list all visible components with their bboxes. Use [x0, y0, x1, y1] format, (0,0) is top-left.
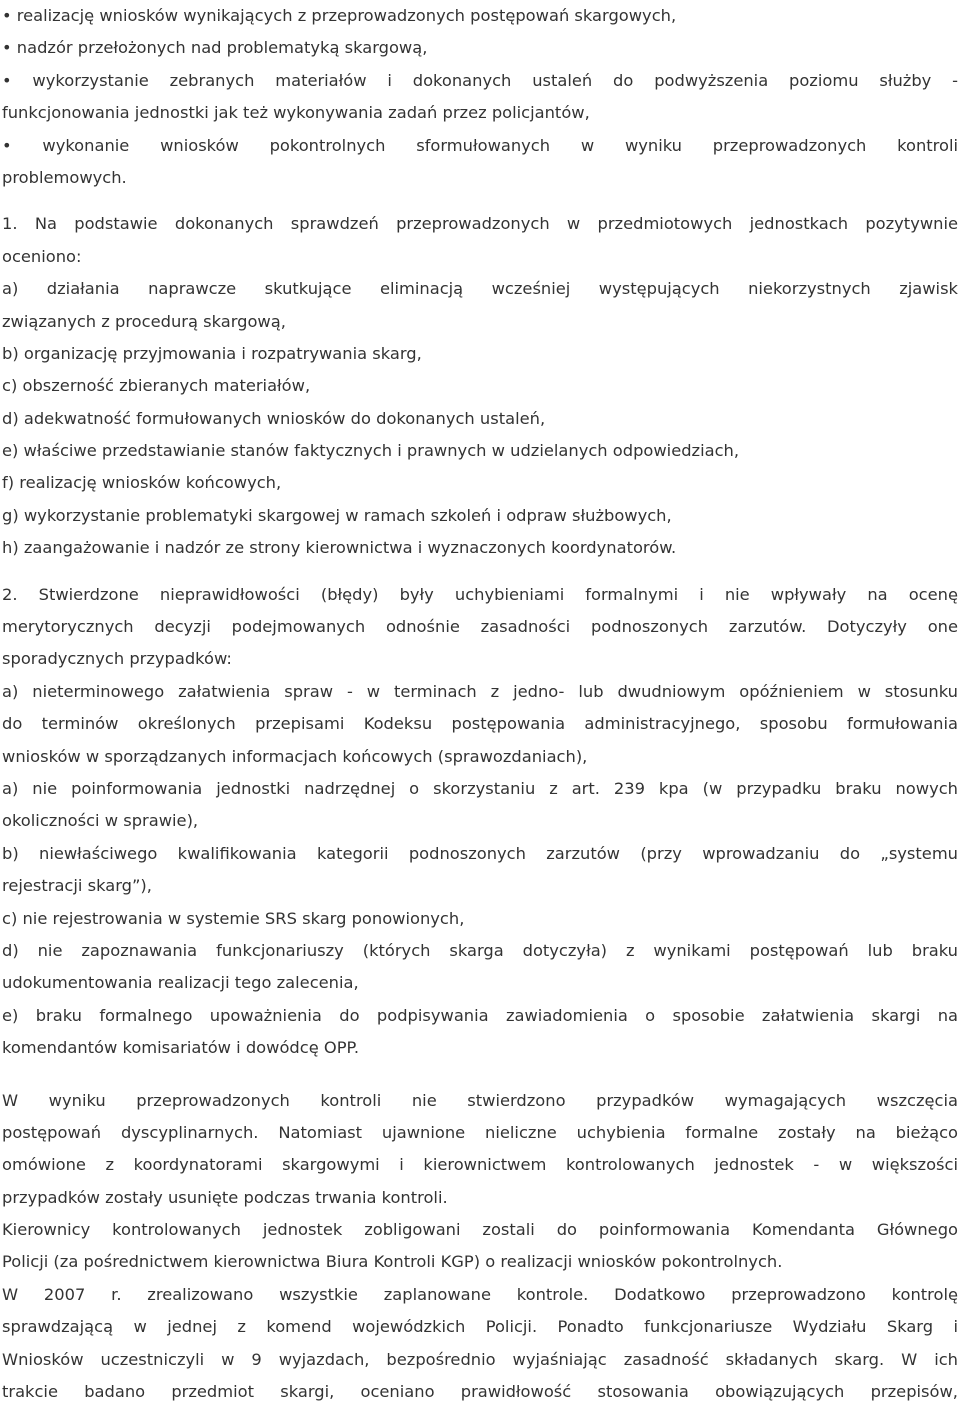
list-item: c) nie rejestrowania w systemie SRS skarg ponowionych, [2, 908, 465, 928]
list-item-continuation: do terminów określonych przepisami Kodeksu postępowania administracyjnego, sposobu formułowania [2, 714, 958, 734]
paragraph-line: sprawdzającą w jednej z komend wojewódzkich Policji. Ponadto funkcjonariusze Wydziału Skarg i [2, 1317, 958, 1337]
list-item-continuation: wniosków w sporządzanych informacjach końcowych (sprawozdaniach), [2, 746, 588, 766]
paragraph-line: omówione z koordynatorami skargowymi i kierownictwem kontrolowanych jednostek - w większości [2, 1155, 958, 1175]
list-item: g) wykorzystanie problematyki skargowej w ramach szkoleń i odpraw służbowych, [2, 505, 672, 525]
bullet-item: • wykonanie wniosków pokontrolnych sformułowanych w wyniku przeprowadzonych kontroli [2, 135, 958, 155]
list-item: e) braku formalnego upoważnienia do podpisywania zawiadomienia o sposobie załatwienia skargi na [2, 1005, 958, 1025]
list-item-continuation: okoliczności w sprawie), [2, 811, 199, 831]
list-item: b) niewłaściwego kwalifikowania kategorii podnoszonych zarzutów (przy wprowadzaniu do „systemu [2, 843, 958, 863]
list-item: b) organizację przyjmowania i rozpatrywania skarg, [2, 343, 422, 363]
list-item: e) właściwe przedstawianie stanów faktycznych i prawnych w udzielanych odpowiedziach, [2, 441, 740, 461]
list-item: a) działania naprawcze skutkujące eliminacją wcześniej występujących niekorzystnych zjawisk [2, 279, 958, 299]
list-item: a) nieterminowego załatwienia spraw - w terminach z jedno- lub dwudniowym opóźnieniem w stosunku [2, 681, 958, 701]
section-1 [2, 208, 958, 564]
paragraph-line: W 2007 r. zrealizowano wszystkie zaplanowane kontrole. Dodatkowo przeprowadzono kontrolę [2, 1284, 958, 1304]
paragraph-line: Kierownicy kontrolowanych jednostek zobligowani zostali do poinformowania Komendanta Głównego [2, 1220, 958, 1240]
paragraph-line: Policji (za pośrednictwem kierownictwa Biura Kontroli KGP) o realizacji wniosków pokontrolnych. [2, 1252, 783, 1272]
list-item: h) zaangażowanie i nadzór ze strony kierownictwa i wyznaczonych koordynatorów. [2, 538, 677, 558]
bullet-item: • nadzór przełożonych nad problematyką skargową, [2, 38, 428, 58]
paragraph-line: sporadycznych przypadków: [2, 649, 232, 669]
list-item: c) obszerność zbieranych materiałów, [2, 376, 311, 396]
list-item: d) nie zapoznawania funkcjonariuszy (których skarga dotyczyła) z wynikami postępowań lub braku [2, 940, 958, 960]
paragraph-line: Wniosków uczestniczyli w 9 wyjazdach, bezpośrednio wyjaśniając zasadność składanych skarg. W ich [2, 1349, 958, 1369]
paragraph-line: 2. Stwierdzone nieprawidłowości (błędy) były uchybieniami formalnymi i nie wpływały na ocenę [2, 584, 958, 604]
paragraph-line: W wyniku przeprowadzonych kontroli nie stwierdzono przypadków wymagających wszczęcia [2, 1090, 958, 1110]
list-item: f) realizację wniosków końcowych, [2, 473, 282, 493]
bullet-list [2, 0, 958, 194]
paragraph-line: trakcie badano przedmiot skargi, oceniano prawidłowość stosowania obowiązujących przepisów, [2, 1382, 958, 1402]
list-item-continuation: związanych z procedurą skargową, [2, 311, 286, 331]
paragraph-line: przypadków zostały usunięte podczas trwania kontroli. [2, 1187, 448, 1207]
bullet-item: • realizację wniosków wynikających z przeprowadzonych postępowań skargowych, [2, 6, 677, 25]
list-item: d) adekwatność formułowanych wniosków do dokonanych ustaleń, [2, 408, 546, 428]
list-item-continuation: rejestracji skarg”), [2, 876, 152, 896]
paragraph-line: oceniono: [2, 246, 82, 266]
bullet-item: • wykorzystanie zebranych materiałów i dokonanych ustaleń do podwyższenia poziomu służby - [2, 70, 958, 90]
paragraph-line: merytorycznych decyzji podejmowanych odnośnie zasadności podnoszonych zarzutów. Dotyczyły one [2, 617, 958, 637]
paragraph-line: 1. Na podstawie dokonanych sprawdzeń przeprowadzonych w przedmiotowych jednostkach pozytywnie [2, 214, 958, 234]
bullet-item-continuation: problemowych. [2, 167, 127, 187]
paragraph-line: postępowań dyscyplinarnych. Natomiast ujawnione nieliczne uchybienia formalne zostały na bieżąco [2, 1122, 958, 1142]
bullet-item-continuation: funkcjonowania jednostki jak też wykonywania zadań przez policjantów, [2, 103, 590, 123]
section-3 [2, 1085, 958, 1409]
section-2 [2, 579, 958, 1065]
list-item-continuation: udokumentowania realizacji tego zalecenia, [2, 973, 359, 993]
list-item-continuation: komendantów komisariatów i dowódcę OPP. [2, 1038, 359, 1058]
list-item: a) nie poinformowania jednostki nadrzędnej o skorzystaniu z art. 239 kpa (w przypadku braku nowych [2, 778, 958, 798]
